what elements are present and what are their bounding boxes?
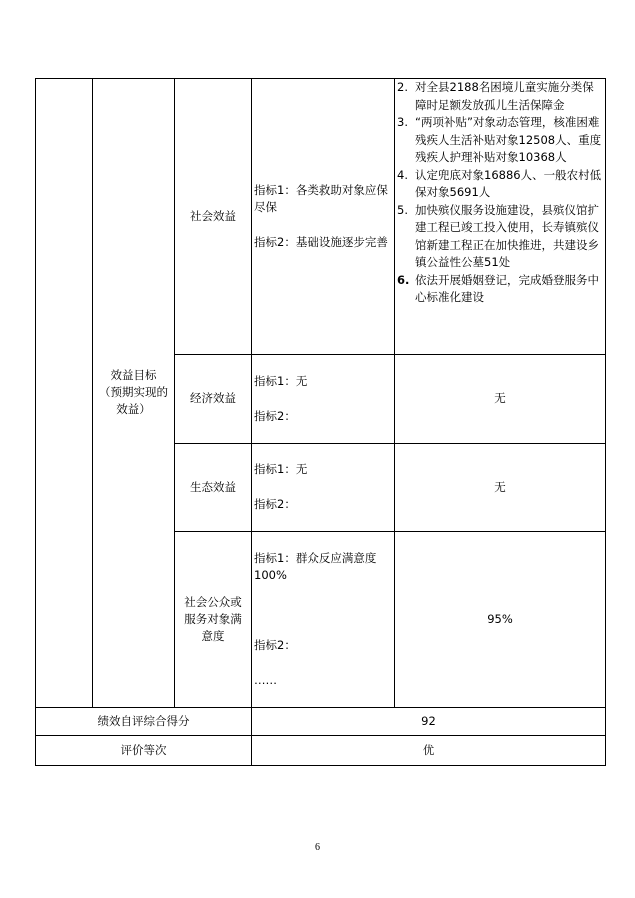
- score-label: 绩效自评综合得分: [36, 707, 252, 735]
- list-item: 3. “两项补贴”对象动态管理，核准困难残疾人生活补贴对象12508人、重度残疾人护理补贴对象10368人: [397, 115, 602, 164]
- benefit-target-label: 效益目标 （预期实现的 效益）: [93, 79, 175, 708]
- row-name: 社会公众或服务对象满意度: [175, 532, 252, 708]
- indicator-cell: 指标1：群众反应满意度100% 指标2： ……: [252, 532, 395, 708]
- result-cell: [395, 79, 606, 355]
- score-row: [36, 707, 606, 735]
- page-number: 6: [315, 842, 320, 853]
- row-name: 社会效益: [175, 79, 252, 355]
- score-value: 92: [252, 707, 606, 735]
- blank-first-column: [36, 79, 93, 708]
- performance-table: [35, 78, 606, 766]
- indicator-cell: 指标1：各类救助对象应保尽保 指标2：基础设施逐步完善: [252, 79, 395, 355]
- list-item: 6. 依法开展婚姻登记，完成婚登服务中心标准化建设: [397, 272, 599, 304]
- result-cell: 无: [395, 443, 606, 532]
- result-list: [397, 79, 603, 307]
- indicator-cell: 指标1：无 指标2：: [252, 355, 395, 444]
- table-row: [36, 79, 606, 355]
- result-cell: 95%: [395, 532, 606, 708]
- row-name: 生态效益: [175, 443, 252, 532]
- list-item: 2. 对全县2188名困境儿童实施分类保障时足额发放孤儿生活保障金: [397, 80, 594, 112]
- indicator-cell: 指标1：无 指标2：: [252, 443, 395, 532]
- grade-label: 评价等次: [36, 735, 252, 765]
- grade-row: [36, 735, 606, 765]
- result-cell: 无: [395, 355, 606, 444]
- row-name: 经济效益: [175, 355, 252, 444]
- list-item: 4. 认定兜底对象16886人、一般农村低保对象5691人: [397, 167, 602, 199]
- list-item: 5. 加快殡仪服务设施建设，县殡仪馆扩建工程已竣工投入使用，长寿镇殡仪馆新建工程正在加快推进，共建设乡镇公益性公墓51处: [397, 202, 599, 269]
- grade-value: 优: [252, 735, 606, 765]
